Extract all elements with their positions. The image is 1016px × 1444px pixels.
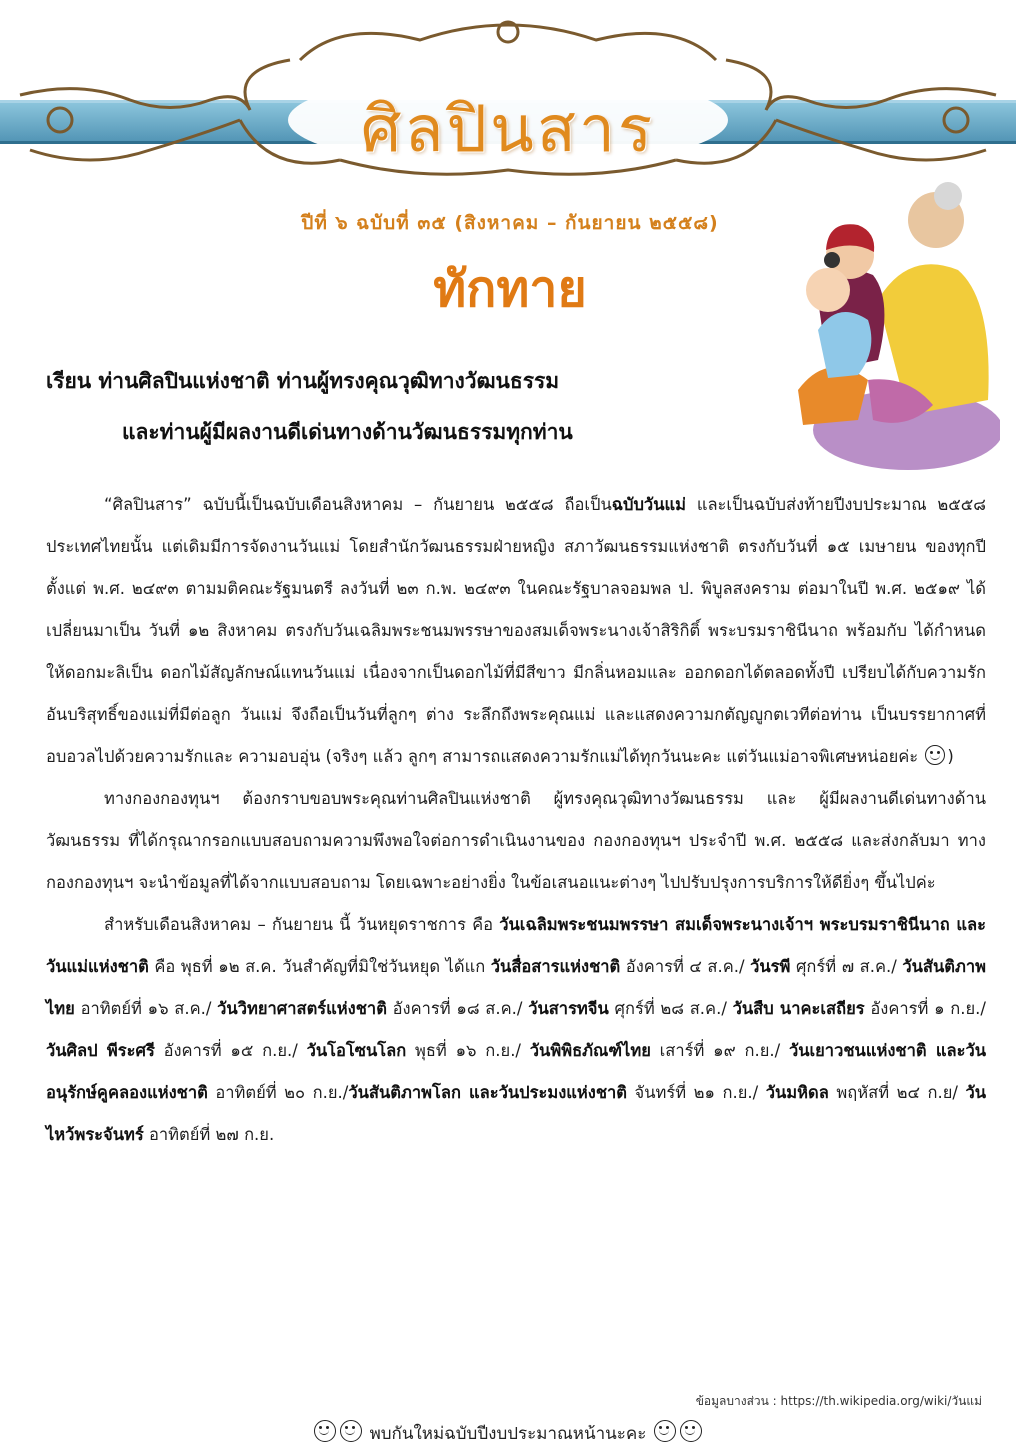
holiday-name: วันเฉลิมพระชนมพรรษา สมเด็จพระนางเจ้าฯ พระบรมราชินีนาถ และวันแม่แห่งชาติ <box>46 915 986 976</box>
closing-text: พบกันใหม่ฉบับปีงบประมาณหน้านะคะ <box>369 1424 647 1444</box>
holiday-text: อังคารที่ ๑๕ ก.ย./ <box>154 1041 307 1060</box>
holiday-name: วันสันติภาพไทย <box>46 957 986 1018</box>
header-banner <box>0 0 1016 190</box>
holiday-name: วันมหิดล <box>765 1083 829 1102</box>
holiday-text: สำหรับเดือนสิงหาคม – กันยายน นี้ วันหยุดราชการ คือ <box>104 915 500 934</box>
holiday-text: จันทร์ที่ ๒๑ ก.ย./ <box>627 1083 766 1102</box>
p1-text-c: และเป็นฉบับส่งท้ายปีงบประมาณ ๒๕๕๘ ประเทศไทยนั้น แต่เดิมมีการจัดงานวันแม่ โดยสำนักวัฒนธรรมฝ่ายหญิง สภาวัฒนธรรมแห่งชาติ ตรงกับวันที่ ๑๕ เมษายน ของทุกปี ตั้งแต่ พ.ศ. ๒๔๙๓ ตามมติคณะรัฐมนตรี ลงวันที่ ๒๓ ก.พ. ๒๔๙๓ ในคณะรัฐบาลจอมพล ป. พิบูลสงคราม ต่อมาในปี พ.ศ. ๒๕๑๙ ได้เปลี่ยนมาเป็น วันที่ ๑๒ สิงหาคม ตรงกับวันเฉลิมพระชนมพรรษาของสมเด็จพระนางเจ้าสิริกิติ์ พระบรมราชินีนาถ พร้อมกับ ได้กำหนดให้ดอกมะลิเป็น ดอกไม้สัญลักษณ์แทนวันแม่ เนื่องจากเป็นดอกไม้ที่มีสีขาว มีกลิ่นหอมและ ออกดอกได้ตลอดทั้งปี เปรียบได้กับความรักอันบริสุทธิ์ของแม่ที่มีต่อลูก วันแม่ จึงถือเป็นวันที่ลูกๆ ต่าง ระลึกถึงพระคุณแม่ และแสดงความกตัญญูกตเวทีต่อท่าน เป็นบรรยากาศที่อบอวลไปด้วยความรักและ ความอบอุ่น (จริงๆ แล้ว ลูกๆ สามารถแสดงความรักแม่ได้ทุกวันนะคะ แต่วันแม่อาจพิเศษหน่อยค่ะ <box>46 495 986 766</box>
holiday-name: วันรพี <box>750 957 791 976</box>
holiday-text: คือ พุธที่ ๑๒ ส.ค. วันสำคัญที่มิใช่วันหยุด ได้แก <box>148 957 491 976</box>
smiley-icon <box>680 1420 702 1442</box>
mother-child-illustration <box>758 180 1000 470</box>
p1-text-a: “ศิลปินสาร” ฉบับนี้เป็นฉบับเดือนสิงหาคม – กันยายน ๒๕๕๘ ถือเป็น <box>104 495 612 514</box>
section-title: ทักทาย <box>433 260 587 318</box>
holiday-text: อังคารที่ ๑ ก.ย./ <box>864 999 986 1018</box>
salutation-line-2: และท่านผู้มีผลงานดีเด่นทางด้านวัฒนธรรมทุกท่าน <box>122 420 573 444</box>
holiday-text: ศุกร์ที่ ๗ ส.ค./ <box>790 957 903 976</box>
holiday-name: วันเยาวชนแห่งชาติ และวันอนุรักษ์คูคลองแห่งชาติ <box>46 1041 986 1102</box>
magazine-title: ศิลปินสาร <box>360 93 656 167</box>
holiday-name: วันศิลป พีระศรี <box>46 1041 155 1060</box>
paragraph-mothers-day <box>46 484 986 778</box>
p1-text-d: ) <box>947 747 954 766</box>
holiday-text: เสาร์ที่ ๑๙ ก.ย./ <box>650 1041 789 1060</box>
salutation-line-1: เรียน ท่านศิลปินแห่งชาติ ท่านผู้ทรงคุณวุฒิทางวัฒนธรรม <box>46 369 560 393</box>
holiday-name: วันสันติภาพโลก และวันประมงแห่งชาติ <box>348 1083 628 1102</box>
smiley-icon <box>925 745 945 765</box>
holiday-text: อังคารที่ ๔ ส.ค./ <box>620 957 751 976</box>
holiday-name: วันสื่อสารแห่งชาติ <box>490 957 621 976</box>
holiday-text: พุธที่ ๑๖ ก.ย./ <box>406 1041 530 1060</box>
holiday-text: อาทิตย์ที่ ๒๐ ก.ย./ <box>207 1083 349 1102</box>
holiday-text: พฤหัสที่ ๒๔ ก.ย/ <box>828 1083 966 1102</box>
smiley-icon <box>654 1420 676 1442</box>
holiday-name: วันสืบ นาคะเสถียร <box>732 999 865 1018</box>
smiley-icon <box>314 1420 336 1442</box>
paragraph-holidays <box>46 904 986 1156</box>
letter-body <box>46 484 986 1156</box>
closing-line <box>0 1420 1016 1444</box>
holiday-name: วันพิพิธภัณฑ์ไทย <box>529 1041 651 1060</box>
issue-info: ปีที่ ๖ ฉบับที่ ๓๕ (สิงหาคม – กันยายน ๒๕๕๘) <box>301 212 719 234</box>
smiley-icon <box>340 1420 362 1442</box>
holiday-name: วันโอโซนโลก <box>306 1041 407 1060</box>
holiday-text: ศุกร์ที่ ๒๘ ส.ค./ <box>608 999 733 1018</box>
holiday-text: อาทิตย์ที่ ๒๗ ก.ย. <box>143 1125 275 1144</box>
p1-emphasis: ฉบับวันแม่ <box>611 495 686 514</box>
holiday-name: วันสารทจีน <box>528 999 609 1018</box>
source-note: ข้อมูลบางส่วน : https://th.wikipedia.org/wiki/วันแม่ <box>695 1394 982 1408</box>
holiday-name: วันไหว้พระจันทร์ <box>46 1083 987 1144</box>
holiday-name: วันวิทยาศาสตร์แห่งชาติ <box>217 999 387 1018</box>
holiday-text: อังคารที่ ๑๘ ส.ค./ <box>386 999 529 1018</box>
holiday-text: อาทิตย์ที่ ๑๖ ส.ค./ <box>74 999 218 1018</box>
paragraph-thanks: ทางกองกองทุนฯ ต้องกราบขอบพระคุณท่านศิลปินแห่งชาติ ผู้ทรงคุณวุฒิทางวัฒนธรรม และ ผู้มีผลงานดีเด่นทางด้านวัฒนธรรม ที่ได้กรุณากรอกแบบสอบถามความพึงพอใจต่อการดำเนินงานของ กองกองทุนฯ ประจำปี พ.ศ. ๒๕๕๘ และส่งกลับมา ทางกองกองทุนฯ จะนำข้อมูลที่ได้จากแบบสอบถาม โดยเฉพาะอย่างยิ่ง ในข้อเสนอแนะต่างๆ ไปปรับปรุงการบริการให้ดียิ่งๆ ขึ้นไปค่ะ <box>46 789 986 892</box>
